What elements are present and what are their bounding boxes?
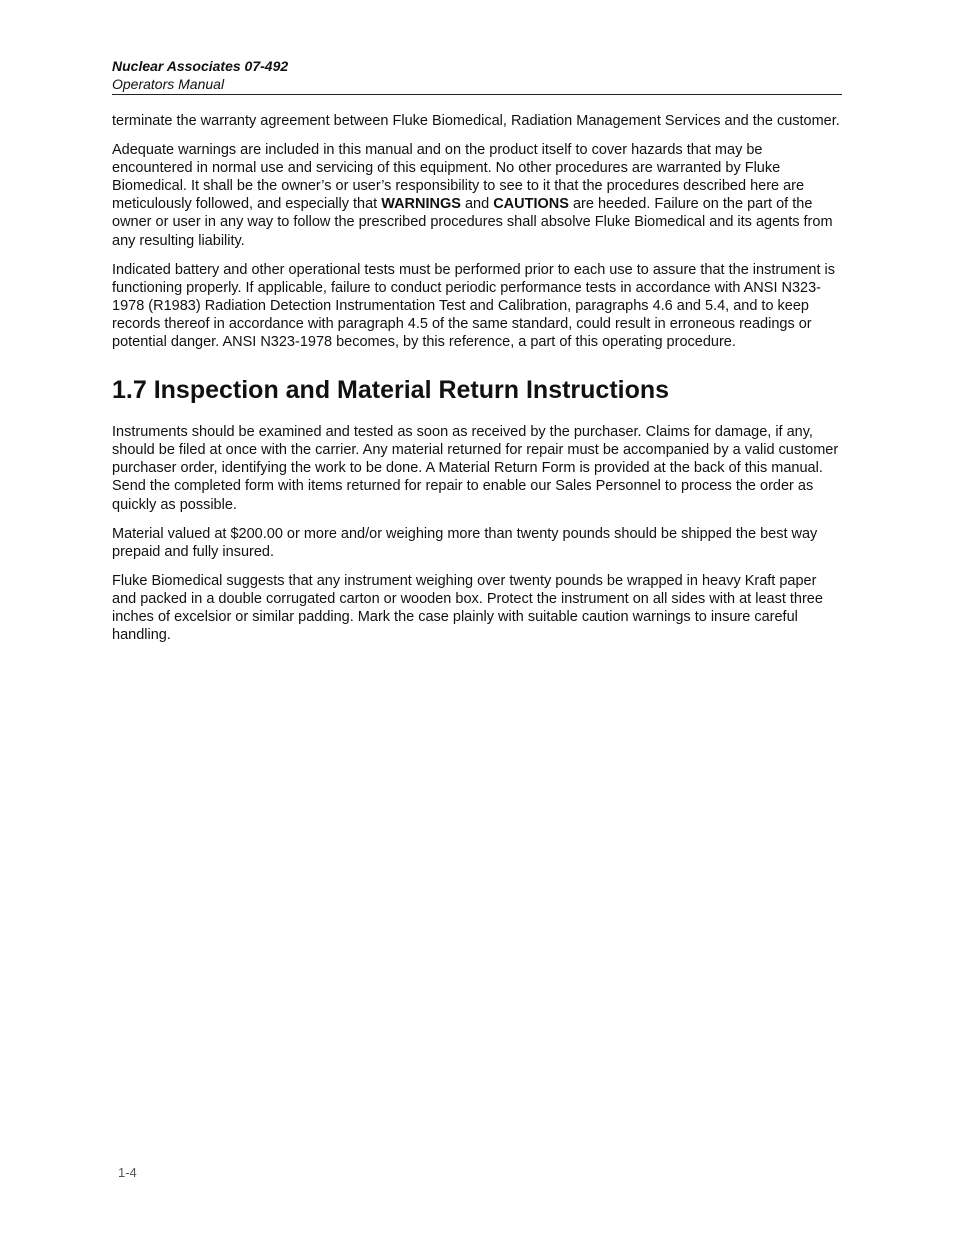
page-header [112,57,842,95]
warnings-paragraph [112,141,842,250]
packing-paragraph: Fluke Biomedical suggests that any instrument weighing over twenty pounds be wrapped in heavy Kraft paper and packed in a double corrugated carton or wooden box. Protect the instrument on all sides with at least three inches of excelsior or similar padding. Mark the case plainly with suitable caution warnings to insure careful handling. [112,572,823,644]
warnings-bold-term: WARNINGS [381,196,461,213]
section-heading: 1.7 Inspection and Material Return Instructions [112,376,670,405]
shipping-value-paragraph: Material valued at $200.00 or more and/or weighing more than twenty pounds should be shipped the best way prepaid and fully insured. [112,525,818,560]
cautions-bold-term: CAUTIONS [493,196,569,213]
warnings-text-part3: are heeded. Failure on the part of the owner or user in any way to follow the prescribed procedures shall absolve Fluke Biomedical and its agents from any resulting liability. [112,196,833,249]
warranty-continuation-paragraph: terminate the warranty agreement between Fluke Biomedical, Radiation Management Services and the customer. [112,113,840,129]
operational-tests-paragraph: Indicated battery and other operational tests must be performed prior to each use to assure that the instrument is functioning properly. If applicable, failure to conduct periodic performance tests in accordance with ANSI N323-1978 (R1983) Radiation Detection Instrumentation Test and Calibration, paragraphs 4.6 and 5.4, and to keep records thereof in accordance with paragraph 4.5 of the same standard, could result in erroneous readings or potential danger. ANSI N323-1978 becomes, by this reference, a part of this operating procedure. [112,261,835,351]
warnings-text-part2: and [460,196,494,213]
page-content [112,112,842,655]
page-number: 1-4 [118,1165,137,1180]
document-subtitle: Operators Manual [112,76,225,92]
document-title: Nuclear Associates 07-492 [112,58,289,74]
inspection-paragraph: Instruments should be examined and tested as soon as received by the purchaser. Claims for damage, if any, should be filed at once with the carrier. Any material returned for repair must be accompanied by a valid customer purchaser order, identifying the work to be done. A Material Return Form is provided at the back of this manual. Send the completed form with items returned for repair to enable our Sales Personnel to process the order as quickly as possible. [112,424,839,513]
warnings-text-part1: Adequate warnings are included in this manual and on the product itself to cover hazards that may be encountered in normal use and servicing of this equipment. No other procedures are warranted by Fluke Biomedical. It shall be the owner’s or user’s responsibility to see to it that the procedures described here are meticulously followed, and especially that [112,142,805,213]
